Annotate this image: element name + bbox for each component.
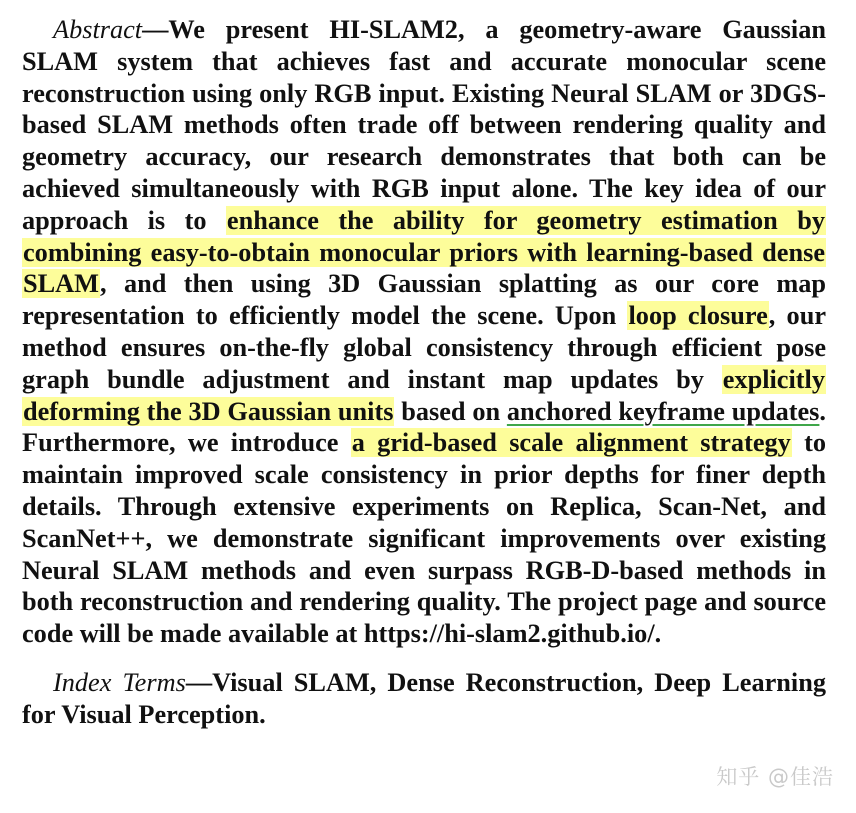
index-terms-label: Index Terms	[53, 667, 186, 697]
abstract-text-6: to maintain improved scale consistency in prior depths for finer depth details. Through extensive experiments on Replica, Scan-Net, and ScanNet++, we demonstrate significant improvements over existing Neural SLAM methods and even surpass RGB-D-based methods in both reconstruction and rendering quality. The project page and source code will be made available at https://hi-slam2.github.io/.	[22, 428, 826, 649]
abstract-dash: —	[142, 15, 169, 44]
abstract-text-1: We present HI-SLAM2, a geometry-aware Gaussian SLAM system that achieves fast and accurate monocular scene reconstruction using only RGB input. Existing Neural SLAM or 3DGS-based SLAM methods often trade off between rendering quality and geometry accuracy, our research demonstrates that both can be achieved simultaneously with RGB input alone. The key idea of our approach is to	[22, 15, 826, 235]
abstract-text-5: . Furthermore, we introduce	[22, 396, 826, 458]
underline-anchored-keyframe: anchored keyframe updates	[506, 396, 820, 426]
abstract-text-4: based on	[394, 396, 507, 426]
index-terms-dash: —	[185, 667, 213, 697]
index-terms-paragraph	[22, 667, 826, 731]
highlight-geometry-estimation: enhance the ability for geometry estimation by combining easy-to-obtain monocular priors with learning-based dense SLAM	[23, 205, 825, 299]
highlight-scale-alignment: a grid-based scale alignment strategy	[351, 428, 791, 458]
highlight-deforming-gaussians: explicitly deforming the 3D Gaussian units	[23, 364, 825, 426]
index-terms-text: Visual SLAM, Dense Reconstruction, Deep Learning for Visual Perception.	[22, 667, 826, 729]
abstract-paragraph	[22, 14, 826, 650]
highlight-loop-closure: loop closure	[628, 301, 768, 331]
paper-excerpt	[22, 14, 826, 731]
abstract-label: Abstract	[53, 15, 143, 44]
abstract-text-3: , our method ensures on-the-fly global consistency through efficient pose graph bundle adjustment and instant map updates by	[22, 301, 827, 394]
watermark: 知乎 @佳浩	[716, 765, 834, 789]
abstract-text-2: , and then using 3D Gaussian splatting as our core map representation to efficiently model the scene. Upon	[22, 269, 826, 331]
